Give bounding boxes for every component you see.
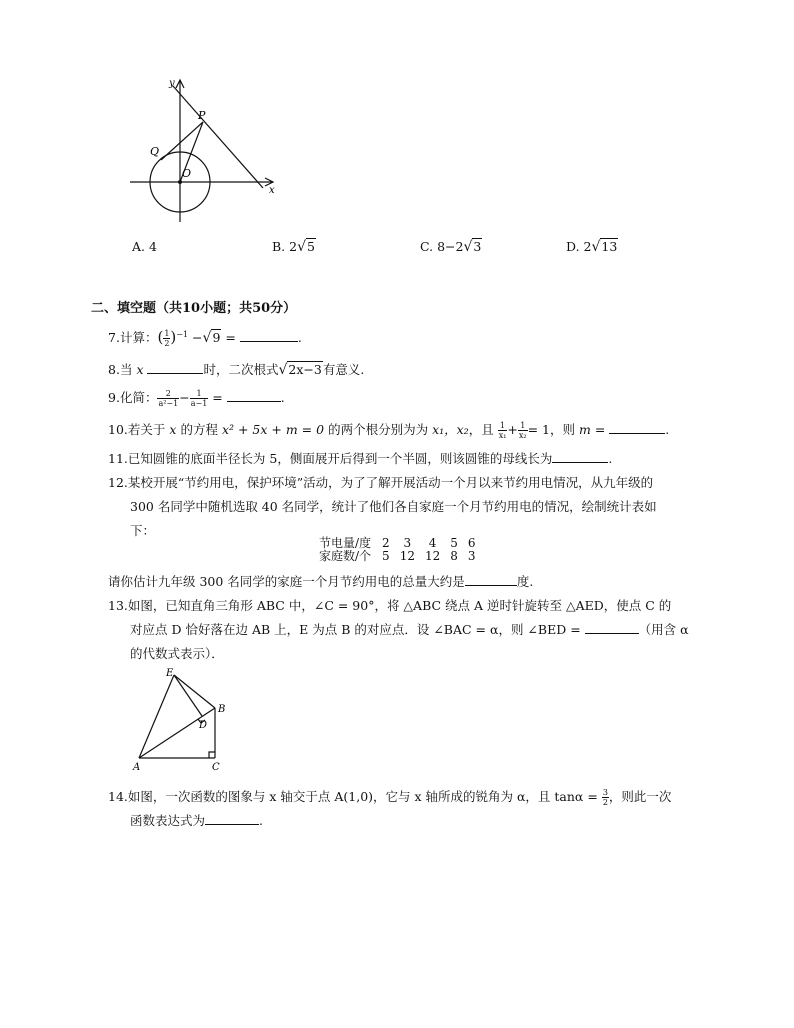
q10-answer-blank[interactable] <box>609 422 665 434</box>
label-c: C <box>212 762 220 773</box>
question-10: 10.若关于 x 的方程 x² + 5x + m = 0 的两个根分别为为 x₁，x₂，且 $\frac{1}{\text{x₁}}$ + $\frac{1}{\text{x₂}}$ = 1，则 m = . <box>108 421 670 440</box>
segment-ed <box>174 675 202 716</box>
question-7: 7.计算：( $\frac{1}{2}$ )$^{-1}$ −√9 = . <box>108 328 302 348</box>
option-c-radicand: 3 <box>473 239 482 254</box>
figure-triangles <box>128 662 240 778</box>
q14-fraction: $\frac{3}{2}$ <box>602 788 608 807</box>
question-12-line3: 下： <box>130 523 156 538</box>
segment-ae <box>139 675 174 758</box>
label-e: E <box>166 668 174 679</box>
table-row: 家庭数/个 5 12 12 8 3 <box>319 549 476 563</box>
right-angle-c <box>209 752 215 758</box>
q14-answer-blank[interactable] <box>205 813 259 825</box>
option-d-radicand: 13 <box>601 239 618 254</box>
segment-ab <box>139 708 215 758</box>
q13-answer-blank[interactable] <box>585 622 639 634</box>
q10-fraction-2: $\frac{1}{\text{x₂}}$ <box>518 421 527 440</box>
segment-qp <box>161 122 203 160</box>
question-13-line3: 的代数式表示）． <box>130 646 224 661</box>
question-14-line1: 14.如图，一次函数的图象与 x 轴交于点 A(1,0)，它与 x 轴所成的锐角为 α，且 tanα = $\frac{3}{2}$ ，则此一次 <box>108 788 672 807</box>
question-12-line4: 请你估计九年级 300 名同学的家庭一个月节约用电的总量大约是 度. <box>108 574 534 589</box>
q10-fraction-1: $\frac{1}{\text{x₁}}$ <box>498 421 507 440</box>
q7-answer-blank[interactable] <box>240 330 298 342</box>
question-12-line2: 300 名同学中随机选取 40 名同学，统计了他们各自家庭一个月节约用电的情况，绘制统计表如 <box>130 499 657 514</box>
option-d-prefix: D. 2 <box>566 239 592 254</box>
figure-circle-axes <box>125 74 285 224</box>
label-y: y <box>169 78 175 89</box>
label-a: A <box>133 762 141 773</box>
option-c-prefix: C. 8−2 <box>420 239 464 254</box>
label-o: O <box>182 167 192 180</box>
segment-eb <box>174 675 215 708</box>
q12-answer-blank[interactable] <box>465 574 517 586</box>
stat-table <box>314 537 481 563</box>
question-13-line1: 13.如图，已知直角三角形 ABC 中，∠C = 90°，将 △ABC 绕点 A 逆时针旋转至 △AED，使点 C 的 <box>108 598 672 613</box>
q8-answer-blank[interactable] <box>147 362 203 374</box>
q9-answer-blank[interactable] <box>227 390 281 402</box>
q11-answer-blank[interactable] <box>552 451 608 463</box>
question-14-line2: 函数表达式为 . <box>130 813 263 828</box>
q7-fraction: $\frac{1}{2}$ <box>164 329 170 348</box>
option-b[interactable]: B. 2√5 <box>272 239 315 255</box>
option-b-prefix: B. 2 <box>272 239 298 254</box>
origin-dot <box>178 180 182 184</box>
q9-fraction-2: $\frac{1}{a-1}$ <box>190 389 208 408</box>
label-p: P <box>198 109 206 122</box>
question-13-line2: 对应点 D 恰好落在边 AB 上，E 为点 B 的对应点．设 ∠BAC = α，则 ∠BED = （用含 α <box>130 622 689 637</box>
section-title: 二、填空题（共10小题；共50分） <box>91 301 297 316</box>
option-b-radicand: 5 <box>307 239 315 254</box>
label-x: x <box>269 185 275 196</box>
option-c[interactable]: C. 8−2√3 <box>420 239 482 255</box>
q9-fraction-1: $\frac{2}{\text{a²−1}}$ <box>158 389 179 408</box>
label-q: Q <box>150 145 160 158</box>
question-11: 11.已知圆锥的底面半径长为 5，侧面展开后得到一个半圆，则该圆锥的母线长为 . <box>108 451 613 466</box>
label-d: D <box>199 720 208 731</box>
question-8: 8.当 x 时，二次根式√2x−3有意义. <box>108 362 365 378</box>
option-d[interactable]: D. 2√13 <box>566 239 618 255</box>
option-a[interactable]: A. 4 <box>132 239 157 254</box>
table-row: 节电量/度 2 3 4 5 6 <box>319 536 476 550</box>
label-b: B <box>218 704 226 715</box>
question-9: 9.化简： $\frac{2}{\text{a²−1}}$ − $\frac{1}{a-1}$ = . <box>108 389 285 408</box>
question-12-line1: 12.某校开展“节约用电，保护环境”活动，为了了解开展活动一个月以来节约用电情况，从九年级的 <box>108 475 654 490</box>
